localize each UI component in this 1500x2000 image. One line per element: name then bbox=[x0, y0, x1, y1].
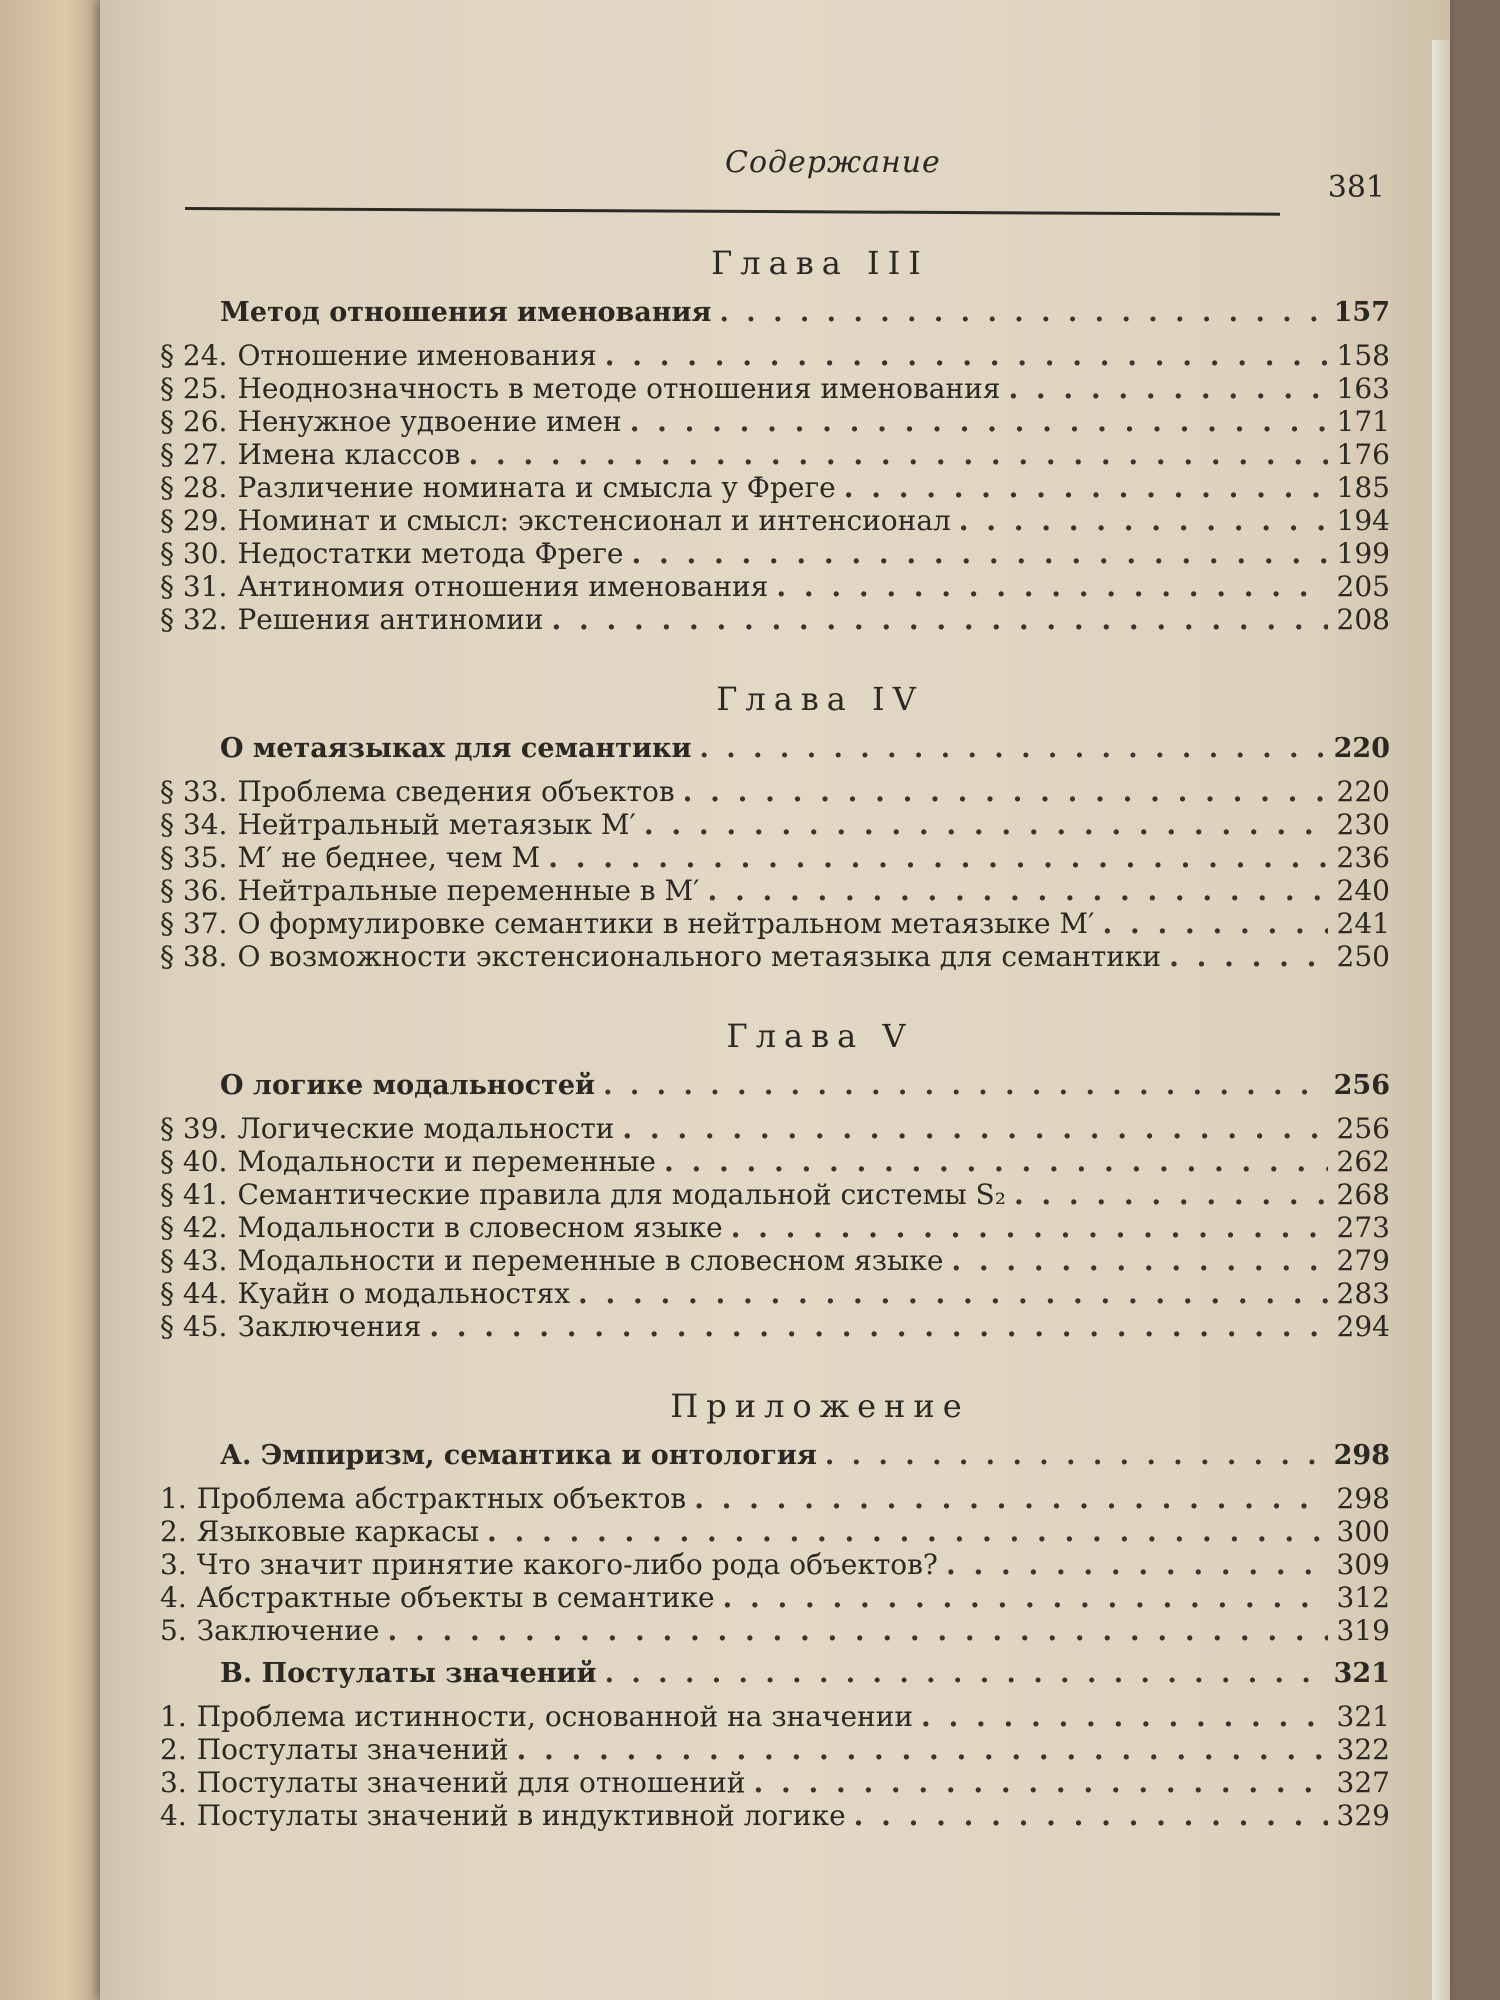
toc-entry[interactable] bbox=[160, 1145, 1390, 1178]
entry-title: Проблема сведения объектов bbox=[237, 775, 675, 808]
running-title: Содержание bbox=[725, 145, 941, 180]
dot-leader bbox=[1008, 372, 1328, 405]
toc-entry[interactable] bbox=[160, 1733, 1390, 1766]
entry-title: Недостатки метода Фреге bbox=[237, 537, 624, 570]
toc-entry[interactable] bbox=[160, 1211, 1390, 1244]
dot-leader bbox=[605, 339, 1328, 372]
entry-title: Постулаты значений для отношений bbox=[196, 1766, 746, 1799]
toc-entry[interactable] bbox=[160, 808, 1390, 841]
entry-page: 298 bbox=[1333, 1440, 1390, 1471]
dot-leader bbox=[630, 405, 1328, 438]
entry-page: 309 bbox=[1336, 1548, 1390, 1581]
entry-page: 329 bbox=[1336, 1799, 1390, 1832]
toc-entry[interactable] bbox=[160, 775, 1390, 808]
toc-entry[interactable] bbox=[160, 841, 1390, 874]
toc-entry[interactable] bbox=[160, 907, 1390, 940]
entry-title: В. Постулаты значений bbox=[220, 1658, 597, 1689]
entry-number: § 38. bbox=[160, 940, 228, 973]
toc-entry[interactable] bbox=[160, 1178, 1390, 1211]
entry-page: 279 bbox=[1336, 1244, 1390, 1277]
dot-leader bbox=[753, 1766, 1328, 1799]
entry-number: § 43. bbox=[160, 1244, 228, 1277]
entry-number: § 36. bbox=[160, 874, 228, 907]
dot-leader bbox=[631, 537, 1328, 570]
toc-entry[interactable] bbox=[160, 1614, 1390, 1647]
entry-number: § 44. bbox=[160, 1277, 228, 1310]
dot-leader bbox=[959, 504, 1328, 537]
toc-entry[interactable] bbox=[160, 372, 1390, 405]
toc-entry[interactable] bbox=[160, 1581, 1390, 1614]
entry-title: Заключения bbox=[237, 1310, 422, 1343]
toc-entry[interactable] bbox=[160, 1548, 1390, 1581]
entry-title: Неоднозначность в методе отношения именования bbox=[237, 372, 1001, 405]
chapter-main-entry[interactable] bbox=[160, 1069, 1390, 1102]
entry-title: Проблема истинности, основанной на значении bbox=[196, 1700, 914, 1733]
entry-page: 327 bbox=[1336, 1766, 1390, 1799]
entry-title: Нейтральные переменные в M′ bbox=[237, 874, 700, 907]
entry-page: 273 bbox=[1336, 1211, 1390, 1244]
dot-leader bbox=[776, 570, 1328, 603]
entry-title: О метаязыках для семантики bbox=[220, 733, 692, 764]
entry-page: 256 bbox=[1333, 1070, 1390, 1101]
entry-number: 4. bbox=[160, 1799, 187, 1832]
entry-title: О формулировке семантики в нейтральном метаязыке M′ bbox=[237, 907, 1095, 940]
entry-title: Различение номината и смысла у Фреге bbox=[237, 471, 836, 504]
entry-page: 176 bbox=[1336, 438, 1390, 471]
entry-number: § 30. bbox=[160, 537, 228, 570]
entry-title: Модальности и переменные bbox=[237, 1145, 657, 1178]
left-page-edge bbox=[0, 0, 110, 2000]
entry-page: 321 bbox=[1336, 1700, 1390, 1733]
toc-entry[interactable] bbox=[160, 471, 1390, 504]
entry-number: § 33. bbox=[160, 775, 228, 808]
dot-leader bbox=[854, 1799, 1328, 1832]
entry-number: § 34. bbox=[160, 808, 228, 841]
entry-page: 171 bbox=[1336, 405, 1390, 438]
dot-leader bbox=[429, 1310, 1328, 1343]
entry-title: Номинат и смысл: экстенсионал и интенсионал bbox=[237, 504, 951, 537]
chapter-main-entry[interactable] bbox=[160, 732, 1390, 765]
dot-leader bbox=[664, 1145, 1328, 1178]
entry-title: Абстрактные объекты в семантике bbox=[196, 1581, 715, 1614]
entry-page: 319 bbox=[1336, 1614, 1390, 1647]
toc-entry[interactable] bbox=[160, 1482, 1390, 1515]
entry-title: Метод отношения именования bbox=[220, 297, 712, 328]
chapter-title: Глава IV bbox=[716, 680, 924, 718]
entry-title: А. Эмпиризм, семантика и онтология bbox=[220, 1440, 817, 1471]
entry-page: 262 bbox=[1336, 1145, 1390, 1178]
toc-entry[interactable] bbox=[160, 1244, 1390, 1277]
entry-page: 220 bbox=[1336, 775, 1390, 808]
dot-leader bbox=[487, 1515, 1328, 1548]
entry-title: О логике модальностей bbox=[220, 1070, 596, 1101]
entry-title: Модальности и переменные в словесном языке bbox=[237, 1244, 944, 1277]
entry-number: § 37. bbox=[160, 907, 228, 940]
dot-leader bbox=[723, 1581, 1328, 1614]
chapter-title: Глава III bbox=[711, 244, 929, 282]
entry-number: 1. bbox=[160, 1700, 187, 1733]
toc-entry[interactable] bbox=[160, 1277, 1390, 1310]
dot-leader bbox=[700, 732, 1328, 765]
entry-number: 1. bbox=[160, 1482, 187, 1515]
dot-leader bbox=[731, 1211, 1328, 1244]
entry-title: Отношение именования bbox=[237, 339, 597, 372]
dot-leader bbox=[844, 471, 1328, 504]
entry-page: 220 bbox=[1333, 733, 1390, 764]
dot-leader bbox=[605, 1657, 1328, 1690]
entry-page: 312 bbox=[1336, 1581, 1390, 1614]
toc-entry[interactable] bbox=[160, 1310, 1390, 1343]
entry-number: § 26. bbox=[160, 405, 228, 438]
entry-title: Ненужное удвоение имен bbox=[237, 405, 622, 438]
dot-leader bbox=[603, 1069, 1328, 1102]
entry-number: § 40. bbox=[160, 1145, 228, 1178]
entry-number: § 29. bbox=[160, 504, 228, 537]
entry-number: 3. bbox=[160, 1548, 187, 1581]
spacer bbox=[160, 636, 1390, 676]
dot-leader bbox=[825, 1439, 1328, 1472]
entry-title: О возможности экстенсионального метаязыка для семантики bbox=[237, 940, 1162, 973]
entry-page: 199 bbox=[1336, 537, 1390, 570]
toc-entry[interactable] bbox=[160, 438, 1390, 471]
toc-entry[interactable] bbox=[160, 1112, 1390, 1145]
entry-page: 241 bbox=[1336, 907, 1390, 940]
entry-title: Постулаты значений bbox=[196, 1733, 509, 1766]
spacer bbox=[160, 973, 1390, 1013]
chapter-title: Глава V bbox=[726, 1017, 914, 1055]
entry-page: 250 bbox=[1336, 940, 1390, 973]
entry-page: 256 bbox=[1336, 1112, 1390, 1145]
dot-leader bbox=[719, 296, 1327, 329]
page-number: 381 bbox=[1327, 170, 1385, 205]
toc-entry[interactable] bbox=[160, 940, 1390, 973]
appendix-part-entry[interactable] bbox=[160, 1657, 1390, 1690]
toc-entry[interactable] bbox=[160, 874, 1390, 907]
entry-title: Что значит принятие какого-либо рода объектов? bbox=[196, 1548, 938, 1581]
entry-title: Постулаты значений в индуктивной логике bbox=[196, 1799, 846, 1832]
toc-entry[interactable] bbox=[160, 1700, 1390, 1733]
dot-leader bbox=[548, 841, 1328, 874]
dot-leader bbox=[578, 1277, 1328, 1310]
header-rule bbox=[185, 207, 1280, 216]
spacer bbox=[160, 1647, 1390, 1657]
entry-page: 194 bbox=[1336, 504, 1390, 537]
dot-leader bbox=[1169, 940, 1328, 973]
entry-number: § 32. bbox=[160, 603, 228, 636]
toc-entry[interactable] bbox=[160, 570, 1390, 603]
dot-leader bbox=[622, 1112, 1328, 1145]
entry-page: 157 bbox=[1333, 297, 1390, 328]
entry-page: 321 bbox=[1333, 1658, 1390, 1689]
book-page bbox=[100, 0, 1450, 2000]
entry-number: 2. bbox=[160, 1515, 187, 1548]
entry-page: 294 bbox=[1336, 1310, 1390, 1343]
entry-title: Логические модальности bbox=[237, 1112, 615, 1145]
dot-leader bbox=[946, 1548, 1328, 1581]
dot-leader bbox=[468, 438, 1328, 471]
toc-entry[interactable] bbox=[160, 405, 1390, 438]
page-edge bbox=[1432, 40, 1450, 2000]
entry-page: 240 bbox=[1336, 874, 1390, 907]
appendix-title: Приложение bbox=[670, 1387, 970, 1425]
entry-number: 2. bbox=[160, 1733, 187, 1766]
dot-leader bbox=[708, 874, 1329, 907]
dot-leader bbox=[694, 1482, 1328, 1515]
entry-number: 3. bbox=[160, 1766, 187, 1799]
entry-title: Языковые каркасы bbox=[196, 1515, 480, 1548]
entry-title: Антиномия отношения именования bbox=[237, 570, 769, 603]
entry-page: 163 bbox=[1336, 372, 1390, 405]
toc-entry[interactable] bbox=[160, 339, 1390, 372]
entry-page: 236 bbox=[1336, 841, 1390, 874]
entry-number: § 42. bbox=[160, 1211, 228, 1244]
entry-number: 4. bbox=[160, 1581, 187, 1614]
page-header bbox=[185, 145, 1385, 225]
toc-entry[interactable] bbox=[160, 504, 1390, 537]
entry-page: 230 bbox=[1336, 808, 1390, 841]
dot-leader bbox=[551, 603, 1328, 636]
entry-page: 268 bbox=[1336, 1178, 1390, 1211]
dot-leader bbox=[1102, 907, 1328, 940]
dot-leader bbox=[1014, 1178, 1328, 1211]
entry-number: 5. bbox=[160, 1614, 187, 1647]
entry-page: 300 bbox=[1336, 1515, 1390, 1548]
entry-title: Нейтральный метаязык M′ bbox=[237, 808, 636, 841]
toc-entry[interactable] bbox=[160, 1799, 1390, 1832]
entry-number: § 31. bbox=[160, 570, 228, 603]
entry-title: Куайн о модальностях bbox=[237, 1277, 571, 1310]
table-of-contents bbox=[160, 240, 1390, 1832]
entry-title: Семантические правила для модальной системы S₂ bbox=[237, 1178, 1006, 1211]
spacer bbox=[160, 1343, 1390, 1383]
entry-number: § 28. bbox=[160, 471, 228, 504]
entry-number: § 41. bbox=[160, 1178, 228, 1211]
entry-title: M′ не беднее, чем M bbox=[237, 841, 541, 874]
dot-leader bbox=[644, 808, 1328, 841]
dot-leader bbox=[951, 1244, 1328, 1277]
toc-entry[interactable] bbox=[160, 537, 1390, 570]
entry-page: 283 bbox=[1336, 1277, 1390, 1310]
toc-entry[interactable] bbox=[160, 1515, 1390, 1548]
appendix-part-entry[interactable] bbox=[160, 1439, 1390, 1472]
toc-entry[interactable] bbox=[160, 1766, 1390, 1799]
entry-page: 158 bbox=[1336, 339, 1390, 372]
entry-title: Проблема абстрактных объектов bbox=[196, 1482, 687, 1515]
entry-title: Заключение bbox=[196, 1614, 380, 1647]
entry-number: § 27. bbox=[160, 438, 228, 471]
entry-page: 208 bbox=[1336, 603, 1390, 636]
entry-number: § 35. bbox=[160, 841, 228, 874]
chapter-main-entry[interactable] bbox=[160, 296, 1390, 329]
toc-entry[interactable] bbox=[160, 603, 1390, 636]
dot-leader bbox=[921, 1700, 1328, 1733]
entry-number: § 25. bbox=[160, 372, 228, 405]
dot-leader bbox=[388, 1614, 1329, 1647]
entry-page: 322 bbox=[1336, 1733, 1390, 1766]
dot-leader bbox=[517, 1733, 1329, 1766]
entry-number: § 39. bbox=[160, 1112, 228, 1145]
entry-title: Имена классов bbox=[237, 438, 461, 471]
entry-page: 205 bbox=[1336, 570, 1390, 603]
entry-number: § 24. bbox=[160, 339, 228, 372]
entry-page: 185 bbox=[1336, 471, 1390, 504]
entry-page: 298 bbox=[1336, 1482, 1390, 1515]
entry-title: Модальности в словесном языке bbox=[237, 1211, 723, 1244]
entry-number: § 45. bbox=[160, 1310, 228, 1343]
dot-leader bbox=[683, 775, 1328, 808]
entry-title: Решения антиномии bbox=[237, 603, 544, 636]
